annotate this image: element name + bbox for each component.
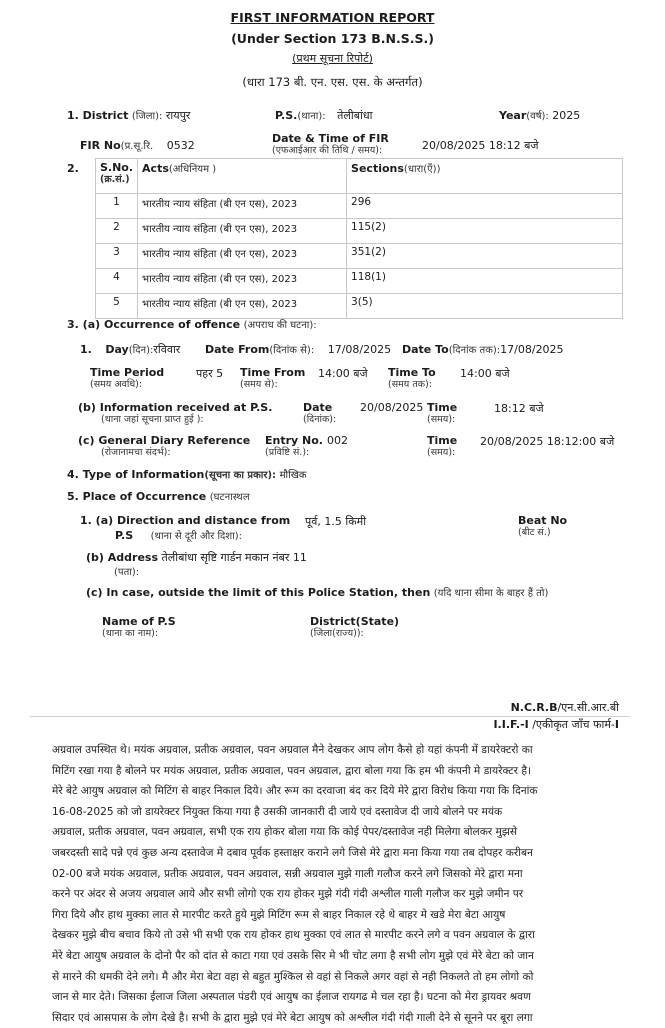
fir-datetime-value: 20/08/2025 18:12 बजे bbox=[422, 139, 539, 152]
iif-en: I.I.F.-I bbox=[493, 718, 529, 731]
date-to-value: 17/08/2025 bbox=[500, 343, 564, 356]
address-label-hi: (पता): bbox=[114, 567, 140, 578]
time-to-label-en: Time To bbox=[388, 366, 436, 379]
header-sections-en: Sections bbox=[351, 162, 404, 175]
narrative-line: 02-00 बजे मयंक अग्रवाल, प्रतीक अग्रवाल, पवन अग्रवाल, सन्नी अग्रवाल मुझे गाली गलौज करने लगे जिसको मेरे द्वारा मना bbox=[52, 867, 523, 880]
row-section: 296 bbox=[347, 194, 623, 219]
iif-label bbox=[493, 717, 619, 732]
time-from-value: 14:00 बजे bbox=[318, 367, 368, 380]
fir-value: 0532 bbox=[166, 139, 195, 152]
entry-no-value: 002 bbox=[327, 434, 348, 447]
year-label-hi: (वर्ष): bbox=[526, 111, 549, 122]
entry-no-label bbox=[265, 434, 323, 458]
gd-time-label-hi: (समय): bbox=[427, 447, 456, 458]
row-act: भारतीय न्याय संहिता (बी एन एस), 2023 bbox=[138, 294, 347, 319]
ncrb-hi: /एन.सी.आर.बी bbox=[557, 701, 619, 714]
beat-no-label-hi: (बीट सं.) bbox=[518, 527, 551, 538]
narrative-line: सिदार एवं आसपास के लोग देखे है। सभी के द्वारा मुझे एवं मेरे बेटा आयुष को अश्लील गंदी गंदी गाली देने से सूनने पर बूरा लगा bbox=[52, 1011, 533, 1024]
occurrence-heading bbox=[67, 317, 317, 331]
header-sno bbox=[96, 159, 138, 194]
info-date-label-en: Date bbox=[303, 401, 333, 414]
iif-hi: /एकीकृत जाँच फार्म- bbox=[528, 718, 615, 731]
report-title-text: FIRST INFORMATION REPORT bbox=[230, 10, 435, 25]
narrative-line: मिटिंग रखा गया है बोलने पर मयंक अग्रवाल, प्रतीक अग्रवाल, पवन अग्रवाल, द्वारा बोला गया कि हम भी कंपनी मे डायरेक्टर है। bbox=[52, 764, 531, 777]
time-from-label-en: Time From bbox=[240, 366, 306, 379]
occurrence-day-row bbox=[80, 342, 180, 357]
time-period-label bbox=[90, 366, 164, 390]
day-label-hi: (दिन): bbox=[128, 345, 154, 356]
beat-no-label-en: Beat No bbox=[518, 514, 568, 527]
info-received-label-en: (b) Information received at P.S. bbox=[78, 401, 273, 414]
row-section: 118(1) bbox=[347, 269, 623, 294]
info-received-time-label bbox=[427, 401, 457, 425]
time-period-label-en: Time Period bbox=[90, 366, 165, 379]
info-date-label-hi: (दिनांक): bbox=[303, 414, 337, 425]
date-from-label: Date From bbox=[205, 343, 270, 356]
place-of-occurrence bbox=[67, 489, 250, 503]
fir-datetime-label-en: Date & Time of FIR bbox=[272, 132, 389, 145]
occurrence-heading-en: 3. (a) Occurrence of offence bbox=[67, 318, 241, 331]
narrative-line: 16-08-2025 को जो डायरेक्टर नियुक्त किया गया है उसकी जानकारी दी जाये एवं दस्तावेज दी जाये बोलने पर मयंक bbox=[52, 805, 503, 818]
occurrence-heading-hi: (अपराध की घटना): bbox=[243, 320, 317, 331]
fir-datetime-label-hi: (एफआईआर की तिथि / समय): bbox=[272, 145, 383, 156]
occurrence-item-number: 1. bbox=[80, 343, 92, 356]
date-to-label: Date To bbox=[402, 343, 449, 356]
district-state-label-hi: (जिला(राज्य)): bbox=[310, 628, 364, 639]
place-label-hi: (घटनास्थल bbox=[209, 492, 250, 503]
direction-distance-label bbox=[80, 514, 290, 527]
header-sno-en: S.No. bbox=[100, 161, 134, 174]
district-field bbox=[67, 108, 190, 123]
info-received-time-value: 18:12 बजे bbox=[494, 402, 544, 415]
narrative-line: से मारने की धमकी देने लगे। मै और मेरा बेटा वहा से बहुत मुश्किल से वहां से निकले अगर वहां से नही निकलते तो हम लोगो को bbox=[52, 970, 534, 983]
date-to-label-hi: (दिनांक तक): bbox=[448, 345, 501, 356]
report-subtitle: (Under Section 173 B.N.S.S.) bbox=[231, 31, 434, 46]
type-info-label-hi: (सूचना का प्रकार): bbox=[204, 470, 277, 481]
district-label: 1. District bbox=[67, 109, 129, 122]
complaint-narrative bbox=[52, 740, 632, 1028]
report-title bbox=[0, 10, 665, 25]
direction-label-hi: (थाना से दूरी और दिशा): bbox=[150, 531, 243, 542]
report-hindi-subtitle: (धारा 173 बी. एन. एस. एस. के अन्तर्गत) bbox=[242, 75, 423, 89]
district-value: रायपुर bbox=[165, 109, 191, 122]
time-to-label-hi: (समय तक): bbox=[388, 379, 432, 390]
header-sections bbox=[347, 159, 623, 194]
time-to-value: 14:00 बजे bbox=[460, 367, 510, 380]
ps-label-hi: (थाना): bbox=[297, 111, 326, 122]
entry-no-label-en: Entry No. bbox=[265, 434, 323, 447]
address-label: (b) Address bbox=[86, 551, 158, 564]
info-time-label-en: Time bbox=[427, 401, 458, 414]
entry-no-label-hi: (प्रविष्टि सं.): bbox=[265, 447, 310, 458]
narrative-line: मेरे बेटे आयुष अग्रवाल को मिटिंग से बाहर निकाल दिये। और रूम का दरवाजा बंद कर दिये मेरे द्वारा विरोध किया गया कि दिनांक bbox=[52, 785, 538, 798]
date-to-field bbox=[402, 342, 564, 356]
outside-limit-label-hi: (यदि थाना सीमा के बाहर हैं तो) bbox=[433, 588, 549, 599]
row-act: भारतीय न्याय संहिता (बी एन एस), 2023 bbox=[138, 219, 347, 244]
direction-label-en: 1. (a) Direction and distance from bbox=[80, 514, 291, 527]
narrative-line: जबरदस्ती सादे पन्ने एवं कुछ अन्य दस्तावेज मे दबाव पूर्वक हस्ताक्षर कराने लगे जिसे मेरे द्वारा मना किया गया तब दोपहर करीबन bbox=[52, 846, 533, 859]
outside-limit-label bbox=[86, 585, 548, 599]
type-info-value: मौखिक bbox=[279, 470, 307, 481]
time-to-label bbox=[388, 366, 436, 390]
gd-time-value: 20/08/2025 18:12:00 बजे bbox=[480, 435, 615, 448]
row-act: भारतीय न्याय संहिता (बी एन एस), 2023 bbox=[138, 269, 347, 294]
fir-number-field bbox=[80, 138, 195, 152]
fir-label-hi: (प्र.सू.रि. bbox=[120, 141, 154, 152]
acts-table bbox=[95, 158, 623, 319]
name-ps-label-hi: (थाना का नाम): bbox=[102, 628, 159, 639]
info-received-label-hi: (थाना जहां सूचना प्राप्त हुई ): bbox=[101, 414, 204, 425]
narrative-line: करने पर अंदर से अजय अग्रवाल आये और सभी लोगो एक राय होकर मुझे गंदी गंदी अश्लील गाली गलौज कर मुझे जमीन पर bbox=[52, 888, 524, 901]
narrative-line: मेरे बेटा आयुष अग्रवाल के दोनो पैर को दांत से काटा गया एवं उसके सिर मे भी चोट लगा है सभी लोग मुझे एवं मेरे बेटा को जान bbox=[52, 949, 534, 962]
info-time-label-hi: (समय): bbox=[427, 414, 456, 425]
address-field bbox=[86, 550, 307, 565]
header-acts-en: Acts bbox=[142, 162, 169, 175]
day-value: रविवार bbox=[153, 343, 181, 356]
row-section: 3(5) bbox=[347, 294, 623, 319]
narrative-line: अग्रवाल, प्रतीक अग्रवाल, पवन अग्रवाल, सभी एक राय होकर बोला गया कि कोई पेपर/दस्तावेज नही मिलेगा बोलकर मुझसे bbox=[52, 826, 518, 839]
name-of-ps-label bbox=[102, 615, 176, 639]
section-2-number: 2. bbox=[67, 162, 79, 175]
acts-table-header bbox=[96, 159, 623, 194]
row-sno: 3 bbox=[96, 244, 138, 269]
row-act: भारतीय न्याय संहिता (बी एन एस), 2023 bbox=[138, 194, 347, 219]
date-from-value: 17/08/2025 bbox=[327, 343, 392, 356]
report-hindi-title: (प्रथम सूचना रिपोर्ट) bbox=[292, 52, 373, 65]
type-of-information bbox=[67, 467, 307, 481]
police-station-field bbox=[275, 108, 372, 123]
district-label-hi: (जिला): bbox=[131, 111, 163, 122]
place-label: 5. Place of Occurrence bbox=[67, 490, 207, 503]
header-acts-hi: (अधिनियम ) bbox=[168, 164, 217, 175]
direction-ps-label: P.S bbox=[115, 529, 134, 542]
time-period-label-hi: (समय अवधि): bbox=[90, 379, 143, 390]
year-label: Year bbox=[499, 109, 527, 122]
time-from-label-hi: (समय से): bbox=[240, 379, 278, 390]
ncrb-en: N.C.R.B bbox=[510, 701, 558, 714]
year-value: 2025 bbox=[552, 109, 581, 122]
row-section: 351(2) bbox=[347, 244, 623, 269]
narrative-line: देखकर मुझे बीच बचाव किये तो उसे भी सभी एक राय होकर हाथ मुक्का एवं लात से मारपीट करने लगे व पवन अग्रवाल के द्वारा bbox=[52, 929, 535, 942]
table-row bbox=[96, 194, 623, 219]
fir-label: FIR No bbox=[80, 139, 121, 152]
district-state-label bbox=[310, 615, 399, 639]
ps-label: P.S. bbox=[275, 109, 298, 122]
name-ps-label-en: Name of P.S bbox=[102, 615, 176, 628]
gd-reference-label-en: (c) General Diary Reference bbox=[78, 434, 251, 447]
row-sno: 4 bbox=[96, 269, 138, 294]
info-received-date-value: 20/08/2025 bbox=[360, 401, 424, 414]
row-act: भारतीय न्याय संहिता (बी एन एस), 2023 bbox=[138, 244, 347, 269]
row-sno: 1 bbox=[96, 194, 138, 219]
ncrb-label bbox=[511, 700, 619, 715]
time-from-label bbox=[240, 366, 305, 390]
narrative-line: गिरा दिये और हाथ मुक्का लात से मारपीट करते हुये मुझे मिटिंग रूम से बाहर निकाल रहे थे बाहर मे खडे मेरा बेटा आयुष bbox=[52, 908, 506, 921]
gd-time-label-en: Time bbox=[427, 434, 458, 447]
date-from-label-hi: (दिनांक से): bbox=[269, 345, 315, 356]
header-acts bbox=[138, 159, 347, 194]
table-row bbox=[96, 244, 623, 269]
info-received-label bbox=[78, 401, 272, 425]
fir-datetime-label bbox=[272, 132, 389, 156]
gd-reference-label bbox=[78, 434, 250, 458]
direction-distance-value: पूर्व, 1.5 किमी bbox=[305, 515, 367, 528]
table-row bbox=[96, 269, 623, 294]
iif-suffix: I bbox=[614, 718, 619, 731]
gd-time-label bbox=[427, 434, 457, 458]
address-value: तेलीबांधा सृष्टि गार्डन मकान नंबर 11 bbox=[161, 551, 307, 564]
row-section: 115(2) bbox=[347, 219, 623, 244]
type-info-label: 4. Type of Information bbox=[67, 468, 205, 481]
time-period-value: पहर 5 bbox=[196, 367, 224, 380]
beat-no-label bbox=[518, 514, 567, 538]
ps-value: तेलीबांधा bbox=[337, 109, 373, 122]
row-sno: 2 bbox=[96, 219, 138, 244]
district-state-label-en: District(State) bbox=[310, 615, 400, 628]
gd-reference-label-hi: (रोजानामचा संदर्भ): bbox=[101, 447, 171, 458]
year-field bbox=[499, 108, 580, 122]
table-row bbox=[96, 294, 623, 319]
outside-limit-label-en: (c) In case, outside the limit of this Police Station, then bbox=[86, 586, 431, 599]
narrative-line: अग्रवाल उपस्थित थे। मयंक अग्रवाल, प्रतीक अग्रवाल, पवन अग्रवाल मैने देखकर आप लोग कैसे हो यहां कंपनी में डायरेक्टरो का bbox=[52, 744, 533, 756]
info-received-date-label bbox=[303, 401, 336, 425]
row-sno: 5 bbox=[96, 294, 138, 319]
date-from-field bbox=[205, 342, 391, 356]
header-sno-hi: (क्र.सं.) bbox=[100, 174, 130, 185]
table-row bbox=[96, 219, 623, 244]
day-label: Day bbox=[105, 343, 129, 356]
narrative-line: जान से मार देते। जिसका ईलाज जिला अस्पताल पंडरी एवं आयुष का ईलाज रायगढ मे चल रहा है। घटना को मेरा ड्रायवर श्रवण bbox=[52, 991, 531, 1004]
header-sections-hi: (धारा(एँ)) bbox=[403, 164, 441, 175]
direction-distance-label-2 bbox=[115, 528, 242, 542]
